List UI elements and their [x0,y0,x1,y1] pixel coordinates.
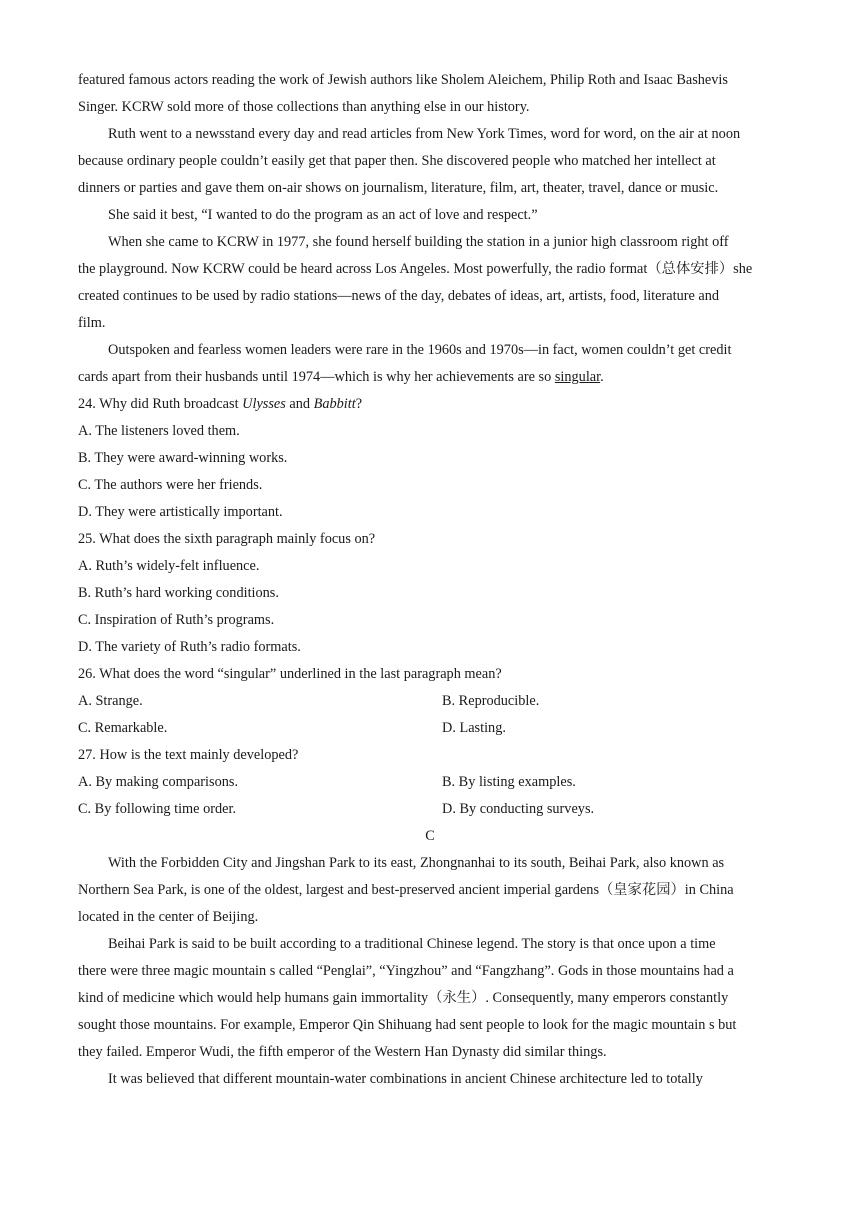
paragraph-line: Singer. KCRW sold more of those collections than anything else in our history. [78,99,530,115]
question-27-option-b: B. By listing examples. [442,774,576,790]
underlined-word-singular: singular [554,369,601,385]
question-26-option-c: C. Remarkable. [78,720,168,736]
paragraph-line: located in the center of Beijing. [78,909,259,925]
paragraph-line: Outspoken and fearless women leaders were rare in the 1960s and 1970s—in fact, women couldn’t get credit [108,342,732,358]
question-24-option-a: A. The listeners loved them. [78,423,240,439]
question-27-option-d: D. By conducting surveys. [442,801,595,817]
paragraph-line: there were three magic mountain s called “Penglai”, “Yingzhou” and “Fangzhang”. Gods in those mountains had a [78,963,734,979]
paragraph-line: She said it best, “I wanted to do the program as an act of love and respect.” [108,207,538,223]
paragraph-line: film. [78,315,106,331]
question-27-option-c: C. By following time order. [78,801,237,817]
question-26-option-d: D. Lasting. [442,720,506,736]
paragraph-line: the playground. Now KCRW could be heard across Los Angeles. Most powerfully, the radio format（总体安排）she [78,261,753,277]
paragraph-line: kind of medicine which would help humans gain immortality（永生）. Consequently, many emperors constantly [78,990,729,1006]
paragraph-line: they failed. Emperor Wudi, the fifth emperor of the Western Han Dynasty did similar things. [78,1044,607,1060]
question-25-stem: 25. What does the sixth paragraph mainly focus on? [78,531,376,547]
paragraph-line: dinners or parties and gave them on-air shows on journalism, literature, film, art, theater, travel, dance or music. [78,180,719,196]
paragraph-line: With the Forbidden City and Jingshan Park to its east, Zhongnanhai to its south, Beihai Park, also known as [108,855,725,871]
paragraph-line: Beihai Park is said to be built according to a traditional Chinese legend. The story is that once upon a time [108,936,716,952]
paragraph-line: Northern Sea Park, is one of the oldest, largest and best-preserved ancient imperial gardens（皇家花园）in China [78,882,734,898]
paragraph-line: When she came to KCRW in 1977, she found herself building the station in a junior high classroom right off [108,234,729,250]
paragraph-line: featured famous actors reading the work of Jewish authors like Sholem Aleichem, Philip Roth and Isaac Bashevis [78,72,728,88]
question-24-option-b: B. They were award-winning works. [78,450,288,466]
question-26-stem: 26. What does the word “singular” underlined in the last paragraph mean? [78,666,502,682]
paragraph-line: cards apart from their husbands until 1974—which is why her achievements are so singular. [78,369,604,385]
paragraph-line: sought those mountains. For example, Emperor Qin Shihuang had sent people to look for the magic mountain s but [78,1017,737,1033]
question-27-option-a: A. By making comparisons. [78,774,239,790]
question-25-option-c: C. Inspiration of Ruth’s programs. [78,612,275,628]
paragraph-line: because ordinary people couldn’t easily get that paper then. She discovered people who matched her intellect at [78,153,716,169]
question-27-stem: 27. How is the text mainly developed? [78,747,299,763]
question-26-option-b: B. Reproducible. [442,693,540,709]
question-26-option-a: A. Strange. [78,693,143,709]
paragraph-line: Ruth went to a newsstand every day and read articles from New York Times, word for word, on the air at noon [108,126,741,142]
question-24-stem: 24. Why did Ruth broadcast Ulysses and Babbitt? [78,396,363,412]
question-25-option-a: A. Ruth’s widely-felt influence. [78,558,260,574]
question-25-option-b: B. Ruth’s hard working conditions. [78,585,279,601]
section-heading-c: C [425,828,435,844]
question-24-option-c: C. The authors were her friends. [78,477,263,493]
paragraph-line: It was believed that different mountain-water combinations in ancient Chinese architecture led to totally [108,1071,703,1087]
paragraph-line: created continues to be used by radio stations—news of the day, debates of ideas, art, artists, food, literature and [78,288,720,304]
question-24-option-d: D. They were artistically important. [78,504,283,520]
question-25-option-d: D. The variety of Ruth’s radio formats. [78,639,301,655]
